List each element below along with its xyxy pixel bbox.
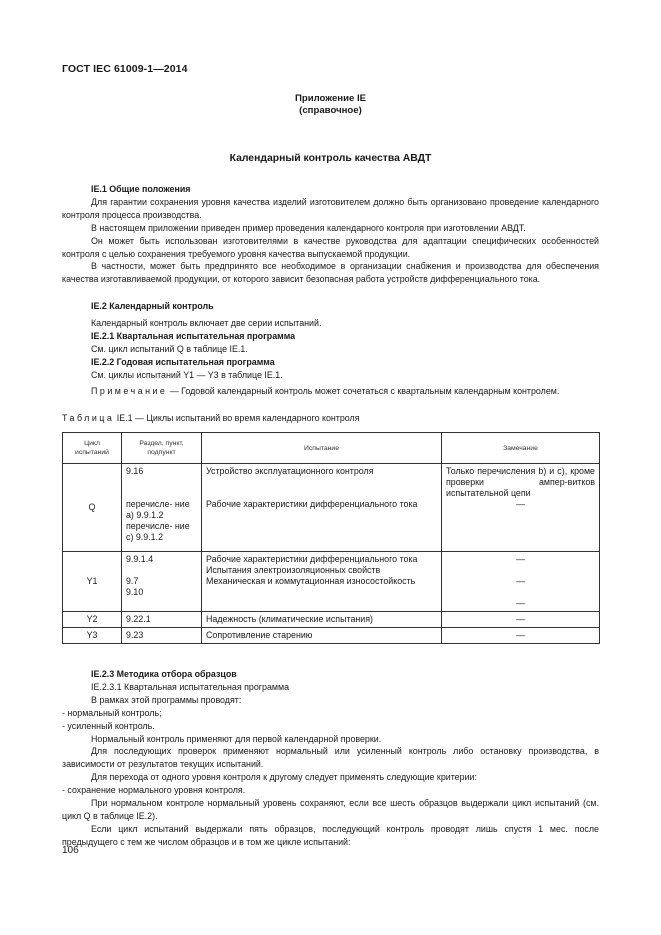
- remark-cell: [442, 552, 600, 612]
- section-sampling: [62, 668, 599, 849]
- table-row: [63, 612, 600, 628]
- remark-value: —: [516, 598, 525, 608]
- test-value: Механическая и коммутационная износостойкость: [206, 576, 416, 586]
- test-cell: Сопротивление старению: [202, 628, 442, 644]
- paragraph: В настоящем приложении приведен пример проведения календарного контроля при изготовлении АВДТ.: [91, 222, 526, 233]
- remark-value: —: [516, 576, 525, 586]
- section-value: 9.10: [126, 587, 144, 597]
- test-cell: [202, 464, 442, 552]
- test-cell: [202, 552, 442, 612]
- cycle-cell: Q: [63, 464, 122, 552]
- table-header-row: [63, 433, 600, 464]
- section-cell: 9.23: [122, 628, 202, 644]
- page-number: 106: [62, 845, 79, 856]
- section-heading: IE.2.3 Методика отбора образцов: [91, 669, 237, 679]
- test-cell: Надежность (климатические испытания): [202, 612, 442, 628]
- paragraph: Для последующих проверок применяют нормальный или усиленный контроль либо остановку производства, в зависимости от результатов текущих испытаний.: [62, 746, 599, 770]
- table-caption-text: IE.1 — Циклы испытаний во время календарного контроля: [114, 413, 360, 423]
- cycle-cell: Y2: [63, 612, 122, 628]
- col-header-test: Испытание: [202, 433, 442, 464]
- paragraph: В частности, может быть предпринято все необходимое в организации снабжения и производства для обеспечения качества изготавливаемой продукции, от которого зависит безопасная работа устройств дифференциального тока.: [62, 261, 599, 285]
- paragraph: См. циклы испытаний Y1 — Y3 в таблице IE.1.: [91, 369, 283, 380]
- table-caption-label: Таблица: [62, 413, 115, 423]
- standard-header: ГОСТ IEC 61009-1—2014: [62, 63, 188, 75]
- appendix-title: Приложение IE: [294, 93, 367, 104]
- cycle-cell: Y1: [63, 552, 122, 612]
- section-heading: IE.1 Общие положения: [91, 184, 191, 194]
- test-value: Устройство эксплуатационного контроля: [206, 466, 374, 476]
- remark-value: Только перечисления b) и c), кроме проверки ампер-витков испытательной цепи: [446, 466, 595, 498]
- col-header-remark: Замечание: [442, 433, 600, 464]
- paragraph: См. цикл испытаний Q в таблице IE.1.: [91, 343, 248, 354]
- section-calendar-control: [62, 300, 599, 398]
- subsection-heading: IE.2.1 Квартальная испытательная программа: [91, 330, 296, 341]
- list-item: - нормальный контроль;: [62, 707, 162, 718]
- paragraph: Если цикл испытаний выдержали пять образцов, последующий контроль проводят лишь спустя 1 мес. после предыдущего с тем же числом образцов и в том же цикле испытаний:: [62, 823, 599, 847]
- table-row: [63, 552, 600, 612]
- col-header-section: Раздел, пункт, подпункт: [122, 433, 202, 464]
- section-general: [62, 183, 599, 286]
- cycle-cell: Y3: [63, 628, 122, 644]
- list-item: - сохранение нормального уровня контроля.: [62, 785, 246, 796]
- appendix-subtitle: (справочное): [299, 105, 362, 116]
- paragraph: Он может быть использован изготовителями в качестве руководства для адаптации специфических особенностей контроля с целью сохранения требуемого уровня качества выпускаемой продукции.: [62, 235, 599, 259]
- table-caption: [62, 413, 360, 423]
- paragraph: Календарный контроль включает две серии испытаний.: [91, 317, 322, 328]
- section-cell: 9.22.1: [122, 612, 202, 628]
- remark-cell: —: [442, 612, 600, 628]
- paragraph: Для гарантии сохранения уровня качества изделий изготовителем должно быть организовано проведение календарного контроля процесса производства.: [62, 196, 599, 220]
- section-value: 9.7: [126, 576, 139, 586]
- document-title: Календарный контроль качества АВДТ: [229, 153, 432, 164]
- paragraph: В рамках этой программы проводят:: [91, 694, 242, 705]
- remark-cell: —: [442, 628, 600, 644]
- paragraph: Для перехода от одного уровня контроля к другому следует применять следующие критерии:: [91, 772, 477, 783]
- list-item: - усиленный контроль.: [62, 720, 155, 731]
- section-value: 9.9.1.4: [126, 554, 154, 564]
- test-value: Испытания электроизоляционных свойств: [206, 565, 381, 575]
- section-value: 9.16: [126, 466, 144, 476]
- section-heading: IE.2 Календарный контроль: [91, 301, 214, 311]
- remark-cell: [442, 464, 600, 552]
- paragraph: При нормальном контроле нормальный уровень сохраняют, если все шесть образцов выдержали цикл испытаний (см. цикл Q в таблице IE.2).: [62, 798, 599, 821]
- note-text: — Годовой календарный контроль может сочетаться с квартальным календарным контролем.: [167, 386, 560, 397]
- remark-value: —: [516, 554, 525, 564]
- section-value: перечисле- ние а) 9.9.1.2 перечисле- ние с) 9.9.1.2: [126, 499, 190, 542]
- test-value: Рабочие характеристики дифференциального тока: [206, 554, 418, 564]
- section-cell: [122, 552, 202, 612]
- test-value: Рабочие характеристики дифференциального тока: [206, 499, 418, 509]
- test-cycles-table: [62, 432, 600, 644]
- note: [62, 385, 599, 398]
- note-label: Примечание: [91, 386, 168, 397]
- remark-value: —: [516, 499, 525, 509]
- col-header-cycle: Цикл испытаний: [63, 433, 122, 464]
- table-row: [63, 464, 600, 552]
- paragraph: Нормальный контроль применяют для первой календарной проверки.: [91, 733, 382, 744]
- subsection-heading: IE.2.2 Годовая испытательная программа: [91, 356, 275, 367]
- section-cell: [122, 464, 202, 552]
- table-row: [63, 628, 600, 644]
- paragraph: IE.2.3.1 Квартальная испытательная программа: [91, 681, 290, 692]
